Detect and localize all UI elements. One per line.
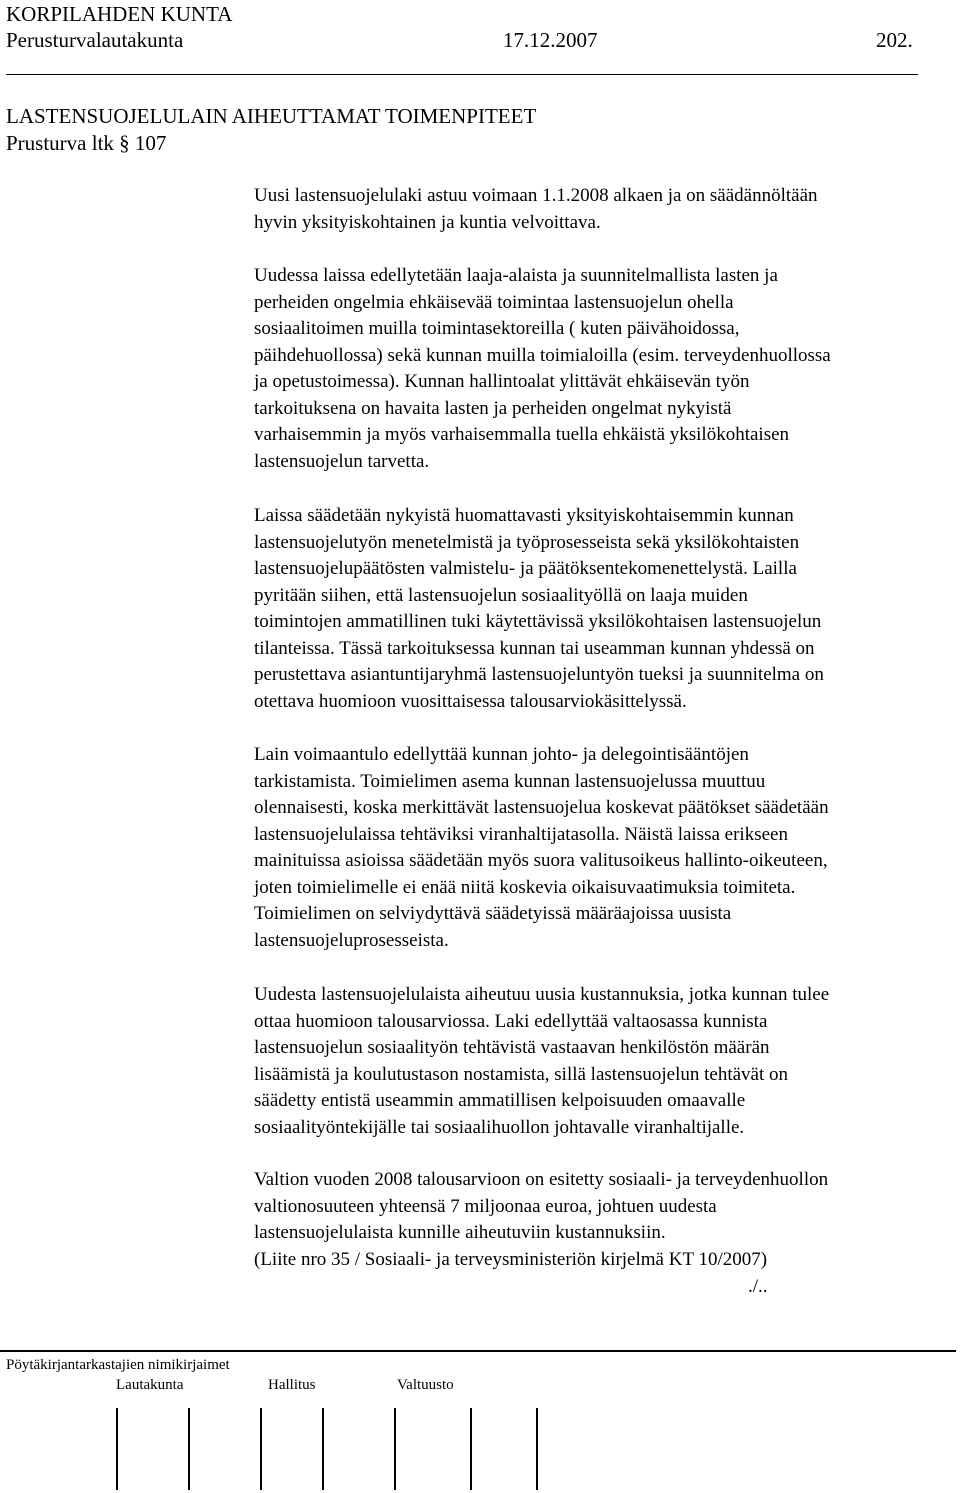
organization-name: KORPILAHDEN KUNTA [6, 2, 233, 26]
section-reference: Prusturva ltk § 107 [6, 131, 167, 155]
paragraph-5: Uudesta lastensuojelulaista aiheutuu uusia kustannuksia, jotka kunnan tulee ottaa huomioon talousarviossa. Laki edellyttää valtaosassa kunnista lastensuojelun sosiaalityön tehtävistä vastaavan henkilöstön määrän lisäämistä ja koulutustason nostamista, sillä lastensuojelun tehtävät on säädetty entistä useammin ammatillisen kelpoisuuden omaavalle sosiaalityöntekijälle tai sosiaalihuollon johtavalle viranhaltijalle. [254, 984, 830, 1138]
footer-column-lautakunta: Lautakunta [116, 1377, 184, 1393]
signature-box-divider [260, 1408, 262, 1490]
paragraph-6: Valtion vuoden 2008 talousarvioon on esitetty sosiaali- ja terveydenhuollon valtionosuuteen yhteensä 7 miljoonaa euroa, johtuen uudesta lastensuojelulaista kunnille aiheutuviin kustannuksiin. (Liite nro 35 / Sosiaali- ja terveysministeriön kirjelmä KT 10/2007) [254, 1169, 829, 1270]
paragraph-3: Laissa säädetään nykyistä huomattavasti yksityiskohtaisemmin kunnan lastensuojelutyön menetelmistä ja työprosesseista sekä yksilökohtaisten lastensuojelupäätösten valmistelu- ja päätöksentekomenettelystä. Lailla pyritään siihen, että lastensuojelun sosiaalityöllä on laaja muiden toimintojen ammatillinen tuki käytettävissä yksilökohtaisen lastensuojelun tilanteissa. Tässä tarkoituksessa kunnan tai useamman kunnan yhdessä on perustettava asiantuntijaryhmä lastensuojeluntyön tueksi ja suunnitelma on otettava huomioon vuosittaisessa talousarviokäsittelyssä. [254, 505, 824, 712]
footer-divider [0, 1350, 956, 1352]
section-title: LASTENSUOJELULAIN AIHEUTTAMAT TOIMENPITEET [6, 104, 537, 128]
paragraph-2: Uudessa laissa edellytetään laaja-alaista ja suunnitelmallista lasten ja perheiden ongelmia ehkäisevää toimintaa lastensuojelun ohella sosiaalitoimen muilla toimintasektoreilla ( kuten päivähoidossa, päihdehuollossa) sekä kunnan muilla toimialoilla (esim. terveydenhuollossa ja opetustoimessa). Kunnan hallintoalat ylittävät ehkäisevän työn tarkoituksena on havaita lasten ja perheiden ongelmat nykyistä varhaisemmin ja myös varhaisemmalla tuella ehkäistä yksilökohtaisen lastensuojelun tarvetta. [254, 265, 831, 472]
signature-box-divider [536, 1408, 538, 1490]
signature-box-divider [322, 1408, 324, 1490]
header-divider [6, 74, 918, 75]
paragraph-4: Lain voimaantulo edellyttää kunnan johto- ja delegointisääntöjen tarkistamista. Toimielimen asema kunnan lastensuojelussa muuttuu olennaisesti, koska merkittävät lastensuojelua koskevat päätökset säädetään lastensuojelulaissa tehtäviksi viranhaltijatasolla. Näistä laissa erikseen mainituissa asioissa säädetään myös suora valitusoikeus hallinto-oikeuteen, joten toimielimelle ei enää niitä koskevia oikaisuvaatimuksia toimiteta. Toimielimen on selviydyttävä säädetyissä määräajoissa uusista lastensuojeluprosesseista. [254, 744, 829, 951]
signature-box-divider [116, 1408, 118, 1490]
signature-box-divider [188, 1408, 190, 1490]
footer-column-valtuusto: Valtuusto [397, 1377, 454, 1393]
signature-box-divider [394, 1408, 396, 1490]
continuation-mark: ./.. [748, 1276, 768, 1297]
page-number: 202. [876, 28, 913, 52]
signatures-label: Pöytäkirjantarkastajien nimikirjaimet [6, 1357, 230, 1373]
signature-box-divider [470, 1408, 472, 1490]
paragraph-1: Uusi lastensuojelulaki astuu voimaan 1.1.2008 alkaen ja on säädännöltään hyvin yksityiskohtainen ja kuntia velvoittava. [254, 185, 818, 233]
meeting-date: 17.12.2007 [503, 28, 598, 52]
footer-column-hallitus: Hallitus [268, 1377, 316, 1393]
board-name: Perusturvalautakunta [6, 28, 184, 52]
